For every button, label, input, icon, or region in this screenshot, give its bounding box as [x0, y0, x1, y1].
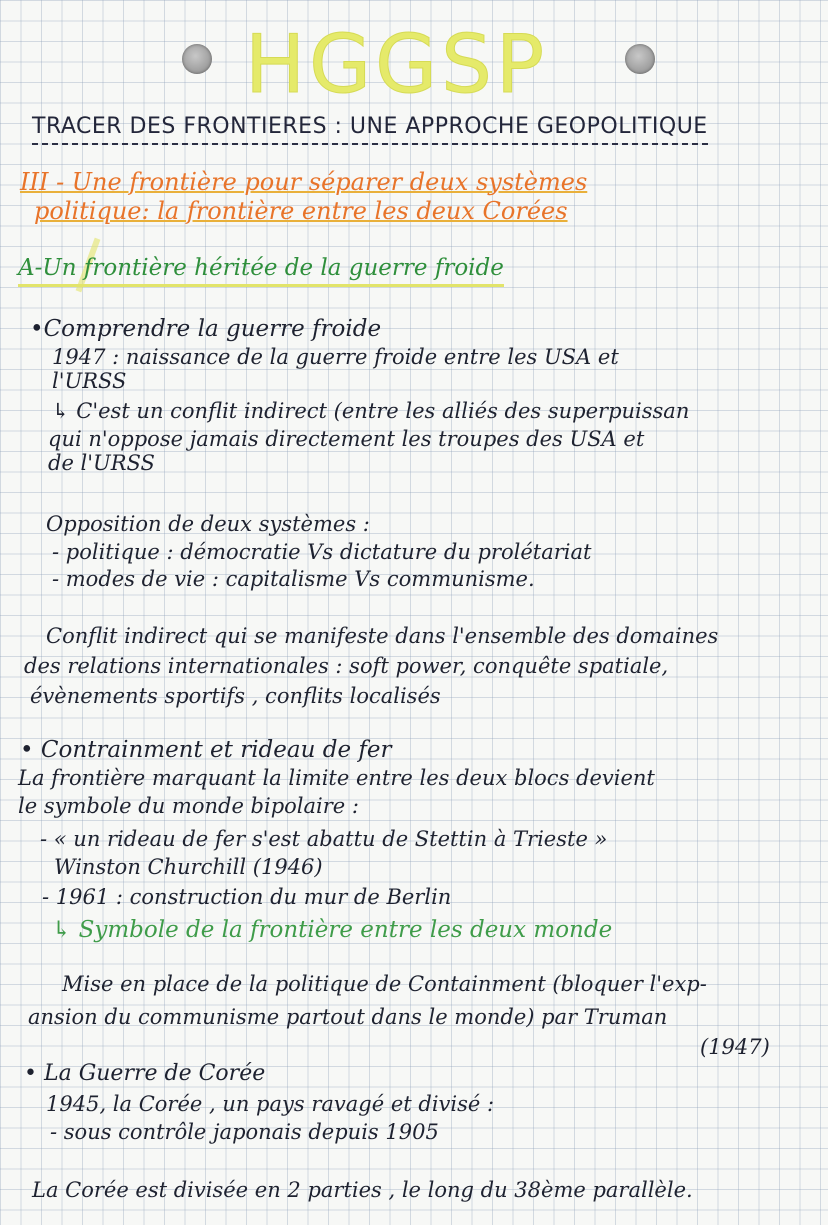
truman-line-2: ansion du communisme partout dans le monde) par Truman [28, 1005, 668, 1029]
containment-heading: • Contrainment et rideau de fer [20, 737, 392, 763]
churchill-attribution: Winston Churchill (1946) [54, 855, 323, 879]
truman-line-1: Mise en place de la politique de Containment (bloquer l'exp- [62, 972, 707, 996]
opposition-heading: Opposition de deux systèmes : [46, 512, 370, 536]
korea-line-3: La Corée est divisée en 2 parties , le long du 38ème parallèle. [32, 1178, 693, 1202]
cold-war-line-2: l'URSS [52, 369, 127, 393]
korea-line-1: 1945, la Corée , un pays ravagé et divisé : [46, 1092, 495, 1116]
cold-war-line-1: 1947 : naissance de la guerre froide entre les USA et [52, 345, 619, 369]
indirect-line-3: évènements sportifs , conflits localisés [30, 684, 441, 708]
cold-war-line-5: de l'URSS [48, 451, 155, 475]
berlin-wall-symbol: ↳ Symbole de la frontière entre les deux monde [52, 917, 613, 943]
containment-line-1: La frontière marquant la limite entre les deux blocs devient [18, 766, 655, 790]
containment-line-2: le symbole du monde bipolaire : [18, 794, 359, 818]
churchill-quote: - « un rideau de fer s'est abattu de Stettin à Trieste » [40, 827, 608, 851]
cold-war-line-4: qui n'oppose jamais directement les troupes des USA et [48, 427, 645, 451]
document-title: TRACER DES FRONTIERES : UNE APPROCHE GEOPOLITIQUE [32, 113, 708, 145]
cold-war-heading: •Comprendre la guerre froide [30, 316, 382, 342]
punch-hole-left [182, 44, 212, 74]
berlin-wall-line: - 1961 : construction du mur de Berlin [42, 885, 452, 909]
opposition-item-politique: - politique : démocratie Vs dictature du prolétariat [52, 540, 592, 564]
indirect-line-1: Conflit indirect qui se manifeste dans l'ensemble des domaines [46, 624, 719, 648]
indirect-line-2: des relations internationales : soft power, conquête spatiale, [24, 654, 669, 678]
korea-line-2: - sous contrôle japonais depuis 1905 [50, 1120, 439, 1144]
subject-header: HGGSP [245, 18, 549, 111]
opposition-item-modes-de-vie: - modes de vie : capitalisme Vs communisme. [52, 567, 535, 591]
truman-year: (1947) [700, 1035, 770, 1059]
korea-heading: • La Guerre de Corée [24, 1061, 266, 1086]
section-title-line-2: politique: la frontière entre les deux Corées [34, 197, 568, 225]
section-title-line-1: III - Une frontière pour séparer deux systèmes [20, 168, 588, 196]
punch-hole-right [625, 44, 655, 74]
subsection-title: A-Un frontière héritée de la guerre froide [18, 254, 504, 287]
cold-war-line-3: ↳ C'est un conflit indirect (entre les alliés des superpuissan [52, 399, 690, 423]
